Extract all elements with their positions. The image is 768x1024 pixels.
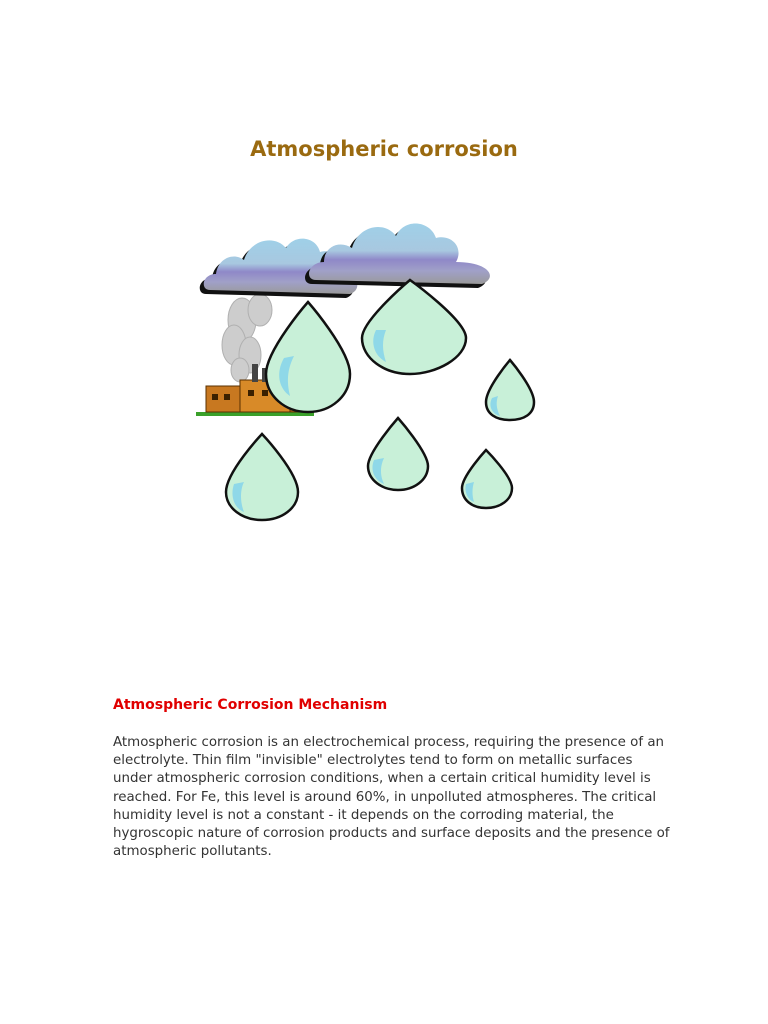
section-heading: Atmospheric Corrosion Mechanism bbox=[113, 697, 388, 713]
cloud-right bbox=[305, 223, 490, 288]
raindrop-icon bbox=[462, 450, 512, 508]
page-title: Atmospheric corrosion bbox=[250, 137, 518, 161]
corrosion-illustration bbox=[190, 190, 560, 530]
raindrop-icon bbox=[362, 280, 466, 374]
raindrop-icon bbox=[266, 302, 350, 412]
body-paragraph: Atmospheric corrosion is an electrochemical process, requiring the presence of an electrolyte. Thin film "invisible" electrolytes tend to form on metallic surfaces under atmospheric corrosion conditions, when a certain critical humidity level is reached. For Fe, this level is around 60%, in unpolluted atmospheres. The critical humidity level is not a constant - it depends on the corroding material, the hygroscopic nature of corrosion products and surface deposits and the presence of atmospheric pollutants. bbox=[113, 735, 670, 860]
raindrop-icon bbox=[368, 418, 428, 490]
raindrop-icon bbox=[226, 434, 298, 520]
raindrop-icon bbox=[486, 360, 534, 420]
